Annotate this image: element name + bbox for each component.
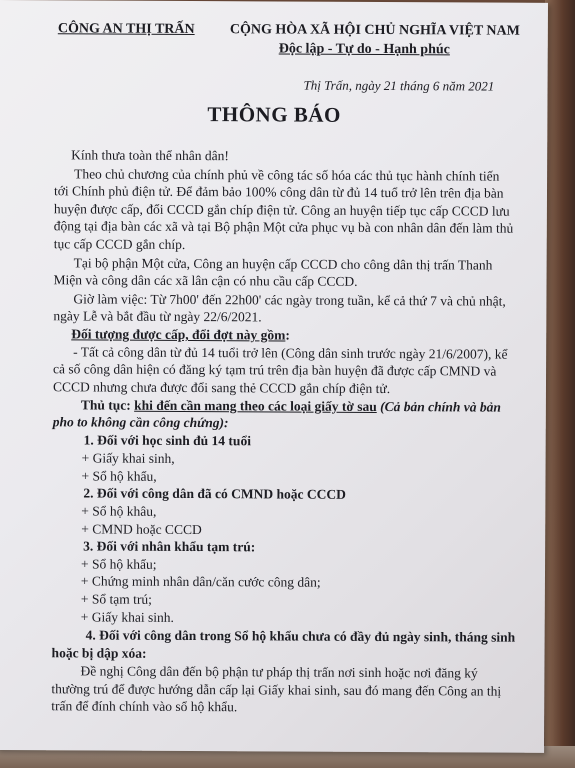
section-heading-continued: hoặc bị dập xóa:: [51, 645, 147, 661]
section-heading: 1. Đối với học sinh đủ 14 tuổi: [83, 432, 252, 449]
section-heading: 4. Đối với công dân trong Sổ hộ khẩu chưa có đầy đủ ngày sinh, tháng sinh: [85, 627, 516, 645]
paragraph-line: ngày Lễ và bắt đầu từ ngày 22/6/2021.: [53, 308, 262, 325]
date-line: Thị Trấn, ngày 21 tháng 6 năm 2021: [303, 77, 495, 94]
list-item: + Sổ hộ khâu,: [81, 503, 157, 519]
list-item: + Giấy khai sinh.: [80, 609, 174, 625]
national-motto: Độc lập - Tự do - Hạnh phúc: [278, 41, 450, 58]
paragraph-line: động tại địa bàn các xã và tại Bộ phận Một cửa phục vụ bà con nhân dân đến làm thủ: [53, 218, 514, 236]
section-heading: 3. Đối với nhân khẩu tạm trú:: [83, 538, 256, 555]
list-item: + CMND hoặc CCCD: [81, 521, 202, 538]
paragraph-line: Miện và công dân các xã lân cận có nhu cầu cấp CCCD.: [53, 272, 358, 289]
paragraph-line: Tại bộ phận Một cửa, Công an huyện cấp CCCD cho công dân thị trấn Thanh: [73, 255, 493, 273]
document-title: THÔNG BÁO: [207, 102, 341, 127]
paragraph-line: tục cấp CCCD gắn chíp.: [53, 236, 186, 252]
paragraph-line: huyện được cấp, đổi CCCD gắn chíp điện tử. Công an huyện tiếp tục cấp CCCD lưu: [53, 201, 510, 219]
eligibility-heading-colon: :: [285, 327, 290, 343]
republic-name: CỘNG HÒA XÃ HỘI CHỦ NGHĨA VIỆT NAM: [229, 22, 520, 39]
issuing-agency: CÔNG AN THỊ TRẤN: [57, 21, 195, 38]
paragraph-line: - Tất cả công dân từ đủ 14 tuổi trở lên (Công dân sinh trước ngày 21/6/2007), kể: [73, 344, 508, 362]
eligibility-heading-text: Đối tượng được cấp, đổi đợt này gồm: [71, 326, 286, 343]
procedure-note-continued: pho to không cần công chứng):: [52, 414, 229, 431]
paragraph-line: trấn để đính chính vào sổ hộ khẩu.: [51, 698, 238, 715]
paragraph-line: Đề nghị Công dân đến bộ phận tư pháp thị trấn nơi sinh hoặc nơi đăng ký: [80, 663, 478, 681]
section-heading: 2. Đối với công dân đã có CMND hoặc CCCD: [83, 485, 346, 502]
background-surface: [545, 0, 575, 768]
paragraph-line: CCCD nhưng chưa được đổi sang thẻ CCCD gắn chíp điện tử.: [52, 379, 391, 397]
procedure-prefix: Thủ tục:: [80, 397, 135, 413]
paragraph-line: thường trú để được hướng dẫn cấp lại Giấy khai sinh, sau đó mang đến Công an thị: [51, 681, 502, 699]
paragraph-line: Giờ làm việc: Từ 7h00' đến 22h00' các ngày trong tuần, kể cả thứ 7 và chủ nhật,: [73, 291, 506, 309]
list-item: + Sổ hộ khẩu;: [81, 556, 157, 572]
paragraph-line: cả số công dân hiện có đăng ký tạm trú trên địa bàn huyện đã được cấp CMND và: [53, 361, 497, 379]
list-item: + Giấy khai sinh,: [81, 450, 175, 466]
list-item: + Chứng minh nhân dân/căn cước công dân;: [80, 573, 321, 590]
procedure-heading-text: khi đến cần mang theo các loại giấy tờ sau: [134, 397, 377, 414]
list-item: + Sổ tạm trú;: [80, 591, 152, 607]
procedure-note: (Cả bản chính và bản: [380, 398, 501, 415]
paragraph-line: Theo chủ chương của chính phủ về công tác số hóa các thủ tục hành chính tiến: [74, 166, 500, 184]
greeting: Kính thưa toàn thể nhân dân!: [71, 147, 229, 164]
list-item: + Sổ hộ khẩu,: [81, 468, 157, 484]
eligibility-heading: [71, 325, 290, 344]
paragraph-line: tới Chính phủ điện tử. Để đảm bảo 100% công dân từ đủ 14 tuổ trở lên trên địa bàn: [53, 183, 504, 201]
